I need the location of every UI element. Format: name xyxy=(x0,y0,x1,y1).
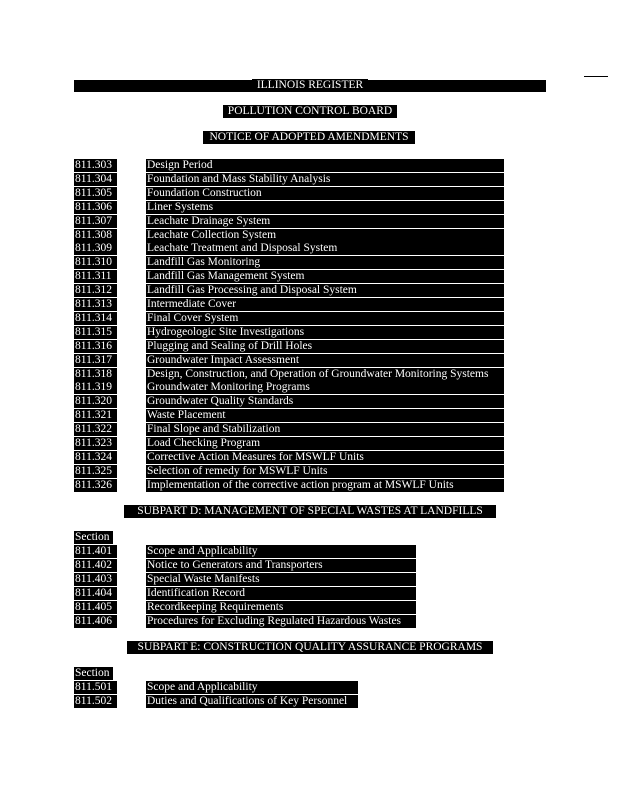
section-title: Groundwater Impact Assessment xyxy=(146,354,504,367)
board-title: POLLUTION CONTROL BOARD xyxy=(223,105,397,118)
section-title: Recordkeeping Requirements xyxy=(146,601,416,614)
section-number: 811.309 xyxy=(74,242,117,255)
section-title: Procedures for Excluding Regulated Hazardous Wastes xyxy=(146,615,416,628)
subpart-d-heading: SUBPART D: MANAGEMENT OF SPECIAL WASTES AT LANDFILLS xyxy=(124,505,496,518)
section-title: Final Cover System xyxy=(146,312,504,325)
section-title: Design Period xyxy=(146,159,504,172)
section-number: 811.501 xyxy=(74,681,117,694)
section-number: 811.402 xyxy=(74,559,117,572)
section-number: 811.323 xyxy=(74,437,117,450)
section-title: Landfill Gas Processing and Disposal System xyxy=(146,284,504,297)
section-number: 811.303 xyxy=(74,159,117,172)
corner-mark xyxy=(584,76,608,77)
section-number: 811.325 xyxy=(74,465,117,478)
section-number: 811.315 xyxy=(74,326,117,339)
section-number: 811.326 xyxy=(74,479,117,492)
section-number: 811.316 xyxy=(74,340,117,353)
section-number: 811.324 xyxy=(74,451,117,464)
section-title: Final Slope and Stabilization xyxy=(146,423,504,436)
section-number: 811.401 xyxy=(74,545,117,558)
section-number: 811.319 xyxy=(74,381,117,394)
section-number: 811.308 xyxy=(74,229,117,242)
section-number: 811.502 xyxy=(74,695,117,708)
section-number: 811.317 xyxy=(74,354,117,367)
section-number: 811.404 xyxy=(74,587,117,600)
section-title: Groundwater Monitoring Programs xyxy=(146,381,504,394)
section-title: Identification Record xyxy=(146,587,416,600)
section-number: 811.322 xyxy=(74,423,117,436)
section-title: Load Checking Program xyxy=(146,437,504,450)
section-title: Leachate Collection System xyxy=(146,229,504,242)
section-number: 811.312 xyxy=(74,284,117,297)
section-title: Duties and Qualifications of Key Personnel xyxy=(146,695,358,708)
section-title: Leachate Drainage System xyxy=(146,215,504,228)
section-title: Foundation and Mass Stability Analysis xyxy=(146,173,504,186)
section-title: Foundation Construction xyxy=(146,187,504,200)
section-title: Leachate Treatment and Disposal System xyxy=(146,242,504,255)
section-title: Waste Placement xyxy=(146,409,504,422)
section-title: Design, Construction, and Operation of Groundwater Monitoring Systems xyxy=(146,368,504,381)
section-title: Scope and Applicability xyxy=(146,545,416,558)
section-title: Intermediate Cover xyxy=(146,298,504,311)
section-number: 811.320 xyxy=(74,395,117,408)
section-number: 811.311 xyxy=(74,270,117,283)
section-number: 811.306 xyxy=(74,201,117,214)
section-number: 811.314 xyxy=(74,312,117,325)
section-number: 811.305 xyxy=(74,187,117,200)
section-title: Implementation of the corrective action program at MSWLF Units xyxy=(146,479,504,492)
section-number: 811.406 xyxy=(74,615,117,628)
section-number: 811.405 xyxy=(74,601,117,614)
section-number: 811.403 xyxy=(74,573,117,586)
section-title: Corrective Action Measures for MSWLF Units xyxy=(146,451,504,464)
section-number: 811.321 xyxy=(74,409,117,422)
section-title: Plugging and Sealing of Drill Holes xyxy=(146,340,504,353)
subpart-e-section-label: Section xyxy=(74,667,113,680)
register-title: ILLINOIS REGISTER xyxy=(252,79,368,92)
section-title: Hydrogeologic Site Investigations xyxy=(146,326,504,339)
section-number: 811.318 xyxy=(74,368,117,381)
section-title: Scope and Applicability xyxy=(146,681,358,694)
section-title: Groundwater Quality Standards xyxy=(146,395,504,408)
section-number: 811.310 xyxy=(74,256,117,269)
notice-title: NOTICE OF ADOPTED AMENDMENTS xyxy=(203,131,415,144)
section-number: 811.307 xyxy=(74,215,117,228)
section-title: Landfill Gas Monitoring xyxy=(146,256,504,269)
section-number: 811.304 xyxy=(74,173,117,186)
section-title: Liner Systems xyxy=(146,201,504,214)
section-title: Landfill Gas Management System xyxy=(146,270,504,283)
subpart-d-section-label: Section xyxy=(74,531,113,544)
section-title: Special Waste Manifests xyxy=(146,573,416,586)
subpart-e-heading: SUBPART E: CONSTRUCTION QUALITY ASSURANCE PROGRAMS xyxy=(127,641,493,654)
section-number: 811.313 xyxy=(74,298,117,311)
section-title: Selection of remedy for MSWLF Units xyxy=(146,465,504,478)
section-title: Notice to Generators and Transporters xyxy=(146,559,416,572)
